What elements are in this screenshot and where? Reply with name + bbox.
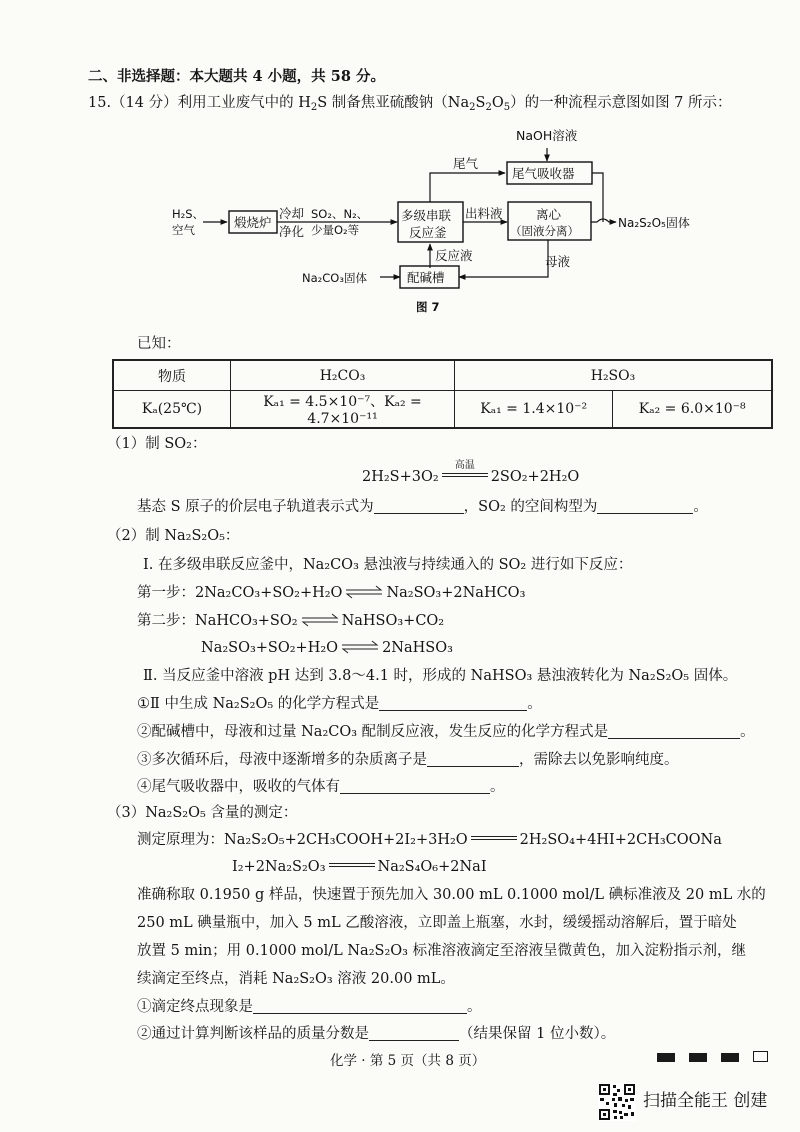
part3-title: （3）Na₂S₂O₅ 含量的测定： bbox=[107, 805, 298, 821]
page-marks bbox=[657, 1050, 782, 1066]
air-label: 空气 bbox=[172, 223, 195, 237]
mark-bar bbox=[721, 1053, 739, 1062]
part1-equation: 2H₂S+3O₂ 高温 2SO₂+2H₂O bbox=[362, 467, 579, 487]
part1-question: 基态 S 原子的价层电子轨道表示式为 ，SO₂ 的空间构型为 。 bbox=[137, 499, 708, 515]
ka-row-label: Kₐ(25℃) bbox=[113, 391, 231, 429]
purify-label: 净化 bbox=[279, 224, 305, 239]
th-h2so3: H₂SO₃ bbox=[455, 360, 773, 391]
so2-label-1: SO₂、N₂、 bbox=[311, 207, 369, 221]
cool-label: 冷却 bbox=[279, 206, 305, 221]
absorber-label: 尾气吸收器 bbox=[512, 166, 575, 181]
so2-label-2: 少量O₂等 bbox=[311, 223, 360, 237]
answer-blank[interactable] bbox=[253, 999, 467, 1014]
part2-q2: ②配碱槽中，母液和过量 Na₂CO₃ 配制反应液，发生反应的化学方程式是 。 bbox=[137, 724, 755, 740]
reaction-liquid-label: 反应液 bbox=[435, 248, 473, 263]
part3-q1: ①滴定终点现象是 。 bbox=[137, 999, 482, 1015]
part3-para-3: 放置 5 min；用 0.1000 mol/L Na₂S₂O₃ 标准溶液滴定至溶液呈微黄色，加入淀粉指示剂，继 bbox=[137, 943, 747, 959]
part2-q1: ①Ⅱ 中生成 Na₂S₂O₅ 的化学方程式是 。 bbox=[137, 696, 542, 712]
ka-table bbox=[112, 359, 773, 429]
answer-blank[interactable] bbox=[427, 752, 519, 767]
part2-title: （2）制 Na₂S₂O₅： bbox=[107, 528, 240, 544]
h2s-label: H₂S、 bbox=[172, 207, 205, 221]
part3-para-4: 续滴定至终点，消耗 Na₂S₂O₃ 溶液 20.00 mL。 bbox=[137, 971, 455, 987]
part2-q4: ④尾气吸收器中，吸收的气体有 。 bbox=[137, 779, 505, 795]
part3-eq2: I₂+2Na₂S₂O₃ Na₂S₄O₆+2NaI bbox=[232, 859, 487, 875]
answer-blank[interactable] bbox=[369, 1026, 459, 1041]
equilibrium-arrow bbox=[345, 585, 383, 599]
na2co3-solid-label: Na₂CO₃固体 bbox=[302, 271, 367, 285]
th-h2co3: H₂CO₃ bbox=[231, 360, 455, 391]
step2b: Na₂SO₃+SO₂+H₂O 2NaHSO₃ bbox=[201, 640, 453, 656]
page-footer: 化学 · 第 5 页（共 8 页） bbox=[330, 1053, 486, 1069]
equilibrium-arrow bbox=[301, 613, 339, 627]
known-label: 已知： bbox=[137, 336, 181, 352]
qr-code-icon bbox=[598, 1083, 636, 1121]
th-substance: 物质 bbox=[113, 360, 231, 391]
flow-diagram bbox=[160, 120, 720, 320]
mark-bar bbox=[689, 1053, 707, 1062]
discharge-label: 出料液 bbox=[465, 206, 503, 221]
centrifuge-label-1: 离心 bbox=[536, 207, 562, 222]
centrifuge-label-2: （固液分离） bbox=[510, 224, 579, 238]
h2so3-ka2: Kₐ₂ = 6.0×10⁻⁸ bbox=[613, 391, 772, 429]
furnace-label: 煅烧炉 bbox=[234, 215, 272, 230]
section-title: 二、非选择题：本大题共 4 小题，共 58 分。 bbox=[88, 68, 385, 85]
mother-liquor-label: 母液 bbox=[545, 254, 571, 269]
answer-blank[interactable] bbox=[597, 499, 693, 514]
answer-blank[interactable] bbox=[340, 779, 490, 794]
part3-q2: ②通过计算判断该样品的质量分数是 （结果保留 1 位小数）。 bbox=[137, 1026, 616, 1042]
part3-para-2: 250 mL 碘量瓶中，加入 5 mL 乙酸溶液，立即盖上瓶塞，水封，缓缓摇动溶解后，置于暗处 bbox=[137, 915, 737, 931]
step2a: 第二步：NaHCO₃+SO₂ NaHSO₃+CO₂ bbox=[137, 613, 445, 629]
part3-para-1: 准确称取 0.1950 g 样品，快速置于预先加入 30.00 mL 0.1000 mol/L 碘标准液及 20 mL 水的 bbox=[137, 887, 766, 903]
mark-bar-open bbox=[753, 1051, 768, 1062]
part3-eq1: 测定原理为：Na₂S₂O₅+2CH₃COOH+2I₂+3H₂O 2H₂SO₄+4HI+2CH₃COONa bbox=[137, 832, 722, 848]
product-label: Na₂S₂O₅固体 bbox=[618, 216, 690, 230]
figure-caption: 图 7 bbox=[416, 300, 440, 314]
part2-ii: Ⅱ. 当反应釜中溶液 pH 达到 3.8～4.1 时，形成的 NaHSO₃ 悬浊液转化为 Na₂S₂O₅ 固体。 bbox=[143, 668, 738, 684]
naoh-label: NaOH溶液 bbox=[516, 128, 578, 143]
tail-gas-label: 尾气 bbox=[453, 156, 479, 171]
answer-blank[interactable] bbox=[374, 499, 464, 514]
h2co3-ka: Kₐ₁ = 4.5×10⁻⁷、Kₐ₂ = 4.7×10⁻¹¹ bbox=[231, 391, 455, 429]
part1-title: （1）制 SO₂： bbox=[107, 436, 207, 452]
scanner-watermark: 扫描全能王 创建 bbox=[643, 1091, 768, 1111]
answer-blank[interactable] bbox=[608, 724, 740, 739]
tank-label: 配碱槽 bbox=[407, 270, 445, 285]
part2-i: Ⅰ. 在多级串联反应釜中，Na₂CO₃ 悬浊液与持续通入的 SO₂ 进行如下反应： bbox=[143, 557, 633, 573]
q15-intro: 15.（14 分）利用工业废气中的 $H_2S$ 制备焦亚硫酸钠$(Na_2S_2O_5)$的一种流程示意图如图 7 所示： bbox=[88, 95, 732, 113]
part2-q3: ③多次循环后，母液中逐渐增多的杂质离子是 ，需除去以免影响纯度。 bbox=[137, 752, 679, 768]
reactor-label-1: 多级串联 bbox=[401, 208, 452, 223]
step1: 第一步：2Na₂CO₃+SO₂+H₂O Na₂SO₃+2NaHCO₃ bbox=[137, 585, 526, 601]
mark-bar bbox=[657, 1053, 675, 1062]
h2so3-ka1: Kₐ₁ = 1.4×10⁻² bbox=[455, 391, 613, 429]
answer-blank[interactable] bbox=[379, 696, 527, 711]
equilibrium-arrow bbox=[341, 640, 379, 654]
eq-condition: 高温 bbox=[454, 460, 475, 471]
reactor-label-2: 反应釜 bbox=[409, 225, 447, 240]
